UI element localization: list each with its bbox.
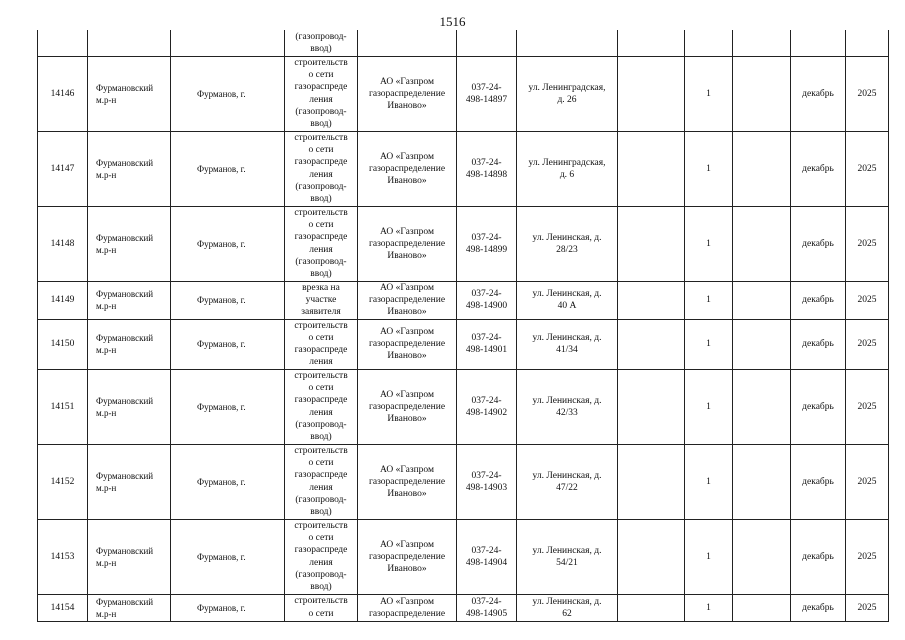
code-cell: 037-24- 498-14905 <box>457 594 517 621</box>
address-cell: ул. Ленинская, д. 62 <box>517 594 618 621</box>
city-cell: Фурманов, г. <box>171 281 285 319</box>
work-type-cell: строительств о сети газораспреде ления (газопровод- ввод) <box>285 519 358 594</box>
row-number-cell: 14148 <box>38 206 88 281</box>
city-cell: Фурманов, г. <box>171 369 285 444</box>
work-type-cell: строительств о сети газораспреде ления <box>285 319 358 369</box>
organization-cell: АО «Газпром газораспределение Иваново» <box>358 281 457 319</box>
row-number-cell: 14151 <box>38 369 88 444</box>
address-cell: ул. Ленинская, д. 54/21 <box>517 519 618 594</box>
empty-cell <box>618 444 685 519</box>
district-cell: Фурмановский м.р-н <box>88 519 171 594</box>
city-cell: Фурманов, г. <box>171 206 285 281</box>
empty-cell <box>733 519 791 594</box>
empty-cell <box>618 131 685 206</box>
year-cell: 2025 <box>846 281 889 319</box>
year-cell: 2025 <box>846 131 889 206</box>
row-number-cell: 14152 <box>38 444 88 519</box>
address-cell: ул. Ленинская, д. 41/34 <box>517 319 618 369</box>
table-row <box>38 444 889 519</box>
code-cell: 037-24- 498-14903 <box>457 444 517 519</box>
organization-cell: АО «Газпром газораспределение Иваново» <box>358 444 457 519</box>
address-cell: ул. Ленинградская, д. 6 <box>517 131 618 206</box>
organization-cell: АО «Газпром газораспределение Иваново» <box>358 206 457 281</box>
empty-cell <box>733 206 791 281</box>
work-type-cell: строительств о сети <box>285 594 358 621</box>
table-row <box>38 56 889 131</box>
work-type-cell: (газопровод- ввод) <box>285 30 358 56</box>
empty-cell <box>618 319 685 369</box>
code-cell: 037-24- 498-14901 <box>457 319 517 369</box>
work-type-cell: врезка на участке заявителя <box>285 281 358 319</box>
month-cell: декабрь <box>791 131 846 206</box>
organization-cell: АО «Газпром газораспределение Иваново» <box>358 319 457 369</box>
quantity-cell: 1 <box>685 444 733 519</box>
address-cell: ул. Ленинградская, д. 26 <box>517 56 618 131</box>
month-cell: декабрь <box>791 319 846 369</box>
empty-cell <box>733 594 791 621</box>
row-number-cell: 14147 <box>38 131 88 206</box>
table-row <box>38 281 889 319</box>
empty-cell <box>733 444 791 519</box>
month-cell: декабрь <box>791 444 846 519</box>
month-cell: декабрь <box>791 206 846 281</box>
empty-cell <box>733 131 791 206</box>
quantity-cell: 1 <box>685 369 733 444</box>
page-number: 1516 <box>439 14 466 29</box>
code-cell: 037-24- 498-14897 <box>457 56 517 131</box>
year-cell: 2025 <box>846 369 889 444</box>
table-row <box>38 319 889 369</box>
empty-cell <box>618 519 685 594</box>
empty-cell <box>733 56 791 131</box>
work-type-cell: строительств о сети газораспреде ления (газопровод- ввод) <box>285 56 358 131</box>
code-cell: 037-24- 498-14898 <box>457 131 517 206</box>
year-cell: 2025 <box>846 519 889 594</box>
work-type-cell: строительств о сети газораспреде ления (газопровод- ввод) <box>285 369 358 444</box>
quantity-cell: 1 <box>685 519 733 594</box>
year-cell: 2025 <box>846 444 889 519</box>
month-cell: декабрь <box>791 56 846 131</box>
district-cell: Фурмановский м.р-н <box>88 444 171 519</box>
row-number-cell: 14154 <box>38 594 88 621</box>
empty-cell <box>733 319 791 369</box>
table-row <box>38 594 889 621</box>
table-row <box>38 131 889 206</box>
quantity-cell: 1 <box>685 131 733 206</box>
city-cell: Фурманов, г. <box>171 444 285 519</box>
organization-cell: АО «Газпром газораспределение Иваново» <box>358 369 457 444</box>
city-cell: Фурманов, г. <box>171 519 285 594</box>
table-row-fragment <box>38 30 889 56</box>
work-type-cell: строительств о сети газораспреде ления (газопровод- ввод) <box>285 131 358 206</box>
empty-cell <box>618 281 685 319</box>
month-cell: декабрь <box>791 519 846 594</box>
table-row <box>38 519 889 594</box>
empty-cell <box>618 369 685 444</box>
address-cell: ул. Ленинская, д. 28/23 <box>517 206 618 281</box>
address-cell: ул. Ленинская, д. 42/33 <box>517 369 618 444</box>
month-cell: декабрь <box>791 369 846 444</box>
code-cell: 037-24- 498-14904 <box>457 519 517 594</box>
city-cell: Фурманов, г. <box>171 594 285 621</box>
quantity-cell: 1 <box>685 281 733 319</box>
organization-cell: АО «Газпром газораспределение <box>358 594 457 621</box>
table-row <box>38 369 889 444</box>
district-cell: Фурмановский м.р-н <box>88 56 171 131</box>
district-cell: Фурмановский м.р-н <box>88 594 171 621</box>
district-cell: Фурмановский м.р-н <box>88 206 171 281</box>
work-type-cell: строительств о сети газораспреде ления (газопровод- ввод) <box>285 206 358 281</box>
code-cell: 037-24- 498-14900 <box>457 281 517 319</box>
work-type-cell: строительств о сети газораспреде ления (газопровод- ввод) <box>285 444 358 519</box>
empty-cell <box>618 56 685 131</box>
quantity-cell: 1 <box>685 206 733 281</box>
city-cell: Фурманов, г. <box>171 319 285 369</box>
quantity-cell: 1 <box>685 319 733 369</box>
quantity-cell: 1 <box>685 56 733 131</box>
year-cell: 2025 <box>846 594 889 621</box>
organization-cell: АО «Газпром газораспределение Иваново» <box>358 519 457 594</box>
organization-cell: АО «Газпром газораспределение Иваново» <box>358 131 457 206</box>
year-cell: 2025 <box>846 56 889 131</box>
year-cell: 2025 <box>846 319 889 369</box>
code-cell: 037-24- 498-14899 <box>457 206 517 281</box>
district-cell: Фурмановский м.р-н <box>88 131 171 206</box>
district-cell: Фурмановский м.р-н <box>88 369 171 444</box>
district-cell: Фурмановский м.р-н <box>88 281 171 319</box>
city-cell: Фурманов, г. <box>171 131 285 206</box>
row-number-cell: 14150 <box>38 319 88 369</box>
quantity-cell: 1 <box>685 594 733 621</box>
registry-table <box>37 30 889 622</box>
empty-cell <box>618 594 685 621</box>
row-number-cell: 14146 <box>38 56 88 131</box>
city-cell: Фурманов, г. <box>171 56 285 131</box>
table-row <box>38 206 889 281</box>
row-number-cell: 14149 <box>38 281 88 319</box>
empty-cell <box>618 206 685 281</box>
empty-cell <box>733 369 791 444</box>
empty-cell <box>733 281 791 319</box>
month-cell: декабрь <box>791 594 846 621</box>
month-cell: декабрь <box>791 281 846 319</box>
row-number-cell: 14153 <box>38 519 88 594</box>
code-cell: 037-24- 498-14902 <box>457 369 517 444</box>
organization-cell: АО «Газпром газораспределение Иваново» <box>358 56 457 131</box>
district-cell: Фурмановский м.р-н <box>88 319 171 369</box>
address-cell: ул. Ленинская, д. 40 А <box>517 281 618 319</box>
year-cell: 2025 <box>846 206 889 281</box>
address-cell: ул. Ленинская, д. 47/22 <box>517 444 618 519</box>
